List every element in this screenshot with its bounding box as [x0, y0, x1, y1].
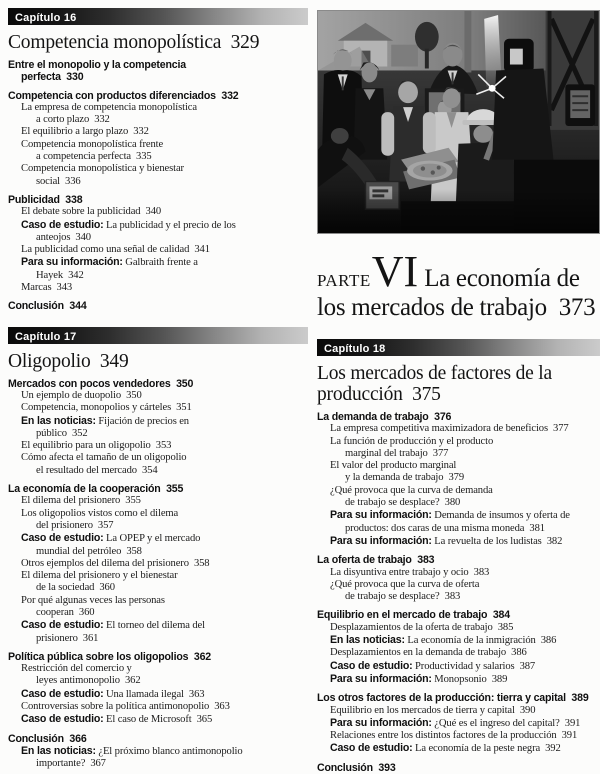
toc-callout-label: En las noticias: — [21, 414, 96, 427]
toc-callout-label: Caso de estudio: — [21, 532, 104, 545]
toc-entry: La publicidad como una señal de calidad 341 — [21, 244, 210, 256]
chapter-title-line: Oligopolio 349 — [8, 350, 129, 372]
toc-entry: El equilibrio a largo plazo 332 — [21, 126, 149, 138]
toc-entry: Caso de estudio: Una llamada ilegal 363 — [21, 687, 205, 700]
toc-entry: a competencia perfecta 335 — [36, 151, 152, 163]
toc-entry: público 352 — [36, 427, 88, 439]
toc-entry: el resultado del mercado 354 — [36, 464, 158, 476]
toc-heading: Los otros factores de la producción: tierra y capital 389 — [317, 692, 589, 705]
toc-column-right — [317, 8, 600, 774]
toc-entry: Desplazamientos en la demanda de trabajo 386 — [330, 647, 527, 659]
part-heading-line2 — [317, 293, 600, 322]
toc-entry: Caso de estudio: Productividad y salarios 387 — [330, 659, 536, 672]
toc-entry: Caso de estudio: La OPEP y el mercado — [21, 532, 201, 545]
workers-mural-illustration — [318, 11, 599, 233]
toc-entry: El dilema del prisionero y el bienestar — [21, 570, 178, 582]
toc-entry: marginal del trabajo 377 — [345, 447, 449, 459]
toc-entry: Para su información: La revuelta de los ludistas 382 — [330, 534, 563, 547]
toc-entry: Para su información: Demanda de insumos y oferta de — [330, 509, 570, 522]
toc-entry: Competencia monopolística y bienestar — [21, 163, 184, 175]
toc-entries — [8, 378, 308, 771]
toc-entry: Cómo afecta el tamaño de un oligopolio — [21, 452, 187, 464]
toc-entry: Caso de estudio: El caso de Microsoft 365 — [21, 713, 213, 726]
toc-heading: Conclusión 366 — [8, 732, 87, 745]
toc-heading: Competencia con productos diferenciados 332 — [8, 89, 239, 102]
chapter-bar-label: Capítulo 17 — [15, 330, 77, 343]
toc-entry: Relaciones entre los distintos factores de la producción 391 — [330, 730, 578, 742]
toc-heading: Mercados con pocos vendedores 350 — [8, 377, 194, 390]
toc-entry: ¿Qué provoca que la curva de demanda — [330, 484, 493, 496]
part-numeral: VI — [371, 247, 419, 296]
toc-entry: social 336 — [36, 175, 81, 187]
toc-heading: La economía de la cooperación 355 — [8, 483, 184, 496]
toc-entry: El equilibrio para un oligopolio 353 — [21, 440, 172, 452]
toc-entry: Equilibrio en los mercados de tierra y capital 390 — [330, 704, 536, 716]
toc-entry: Un ejemplo de duopolio 350 — [21, 389, 142, 401]
toc-entry: Competencia monopolística frente — [21, 138, 164, 150]
toc-heading: perfecta 330 — [21, 71, 84, 84]
toc-entry: Para su información: Galbraith frente a — [21, 256, 198, 269]
toc-entry: de trabajo se desplace? 383 — [345, 591, 461, 603]
chapter-bar — [8, 8, 308, 25]
toc-callout-label: Caso de estudio: — [21, 218, 104, 231]
chapter-section — [317, 339, 600, 774]
toc-callout-label: Caso de estudio: — [21, 713, 104, 726]
toc-heading: Entre el monopolio y la competencia — [8, 59, 186, 71]
toc-entry: Restricción del comercio y — [21, 663, 132, 675]
toc-callout-label: Para su información: — [21, 256, 123, 269]
chapter-title-line: producción 375 — [317, 384, 441, 405]
toc-heading: Conclusión 344 — [8, 300, 87, 313]
toc-entry: La función de producción y el producto — [330, 435, 494, 447]
toc-callout-label: Caso de estudio: — [21, 619, 104, 632]
toc-entry: Controversias sobre la política antimonopolio 363 — [21, 701, 230, 713]
toc-entry: Para su información: Monopsonio 389 — [330, 672, 508, 685]
toc-entry: Competencia, monopolios y cárteles 351 — [21, 402, 192, 414]
toc-entries — [8, 59, 308, 313]
toc-heading: Política pública sobre los oligopolios 362 — [8, 650, 212, 663]
chapter-title-line: Los mercados de factores de la — [317, 363, 552, 384]
toc-heading: Publicidad 338 — [8, 193, 83, 206]
part-title-line1: La economía de — [424, 265, 580, 292]
part-title-line2: los mercados de trabajo — [317, 294, 547, 321]
toc-entry: Caso de estudio: La publicidad y el precio de los — [21, 218, 236, 231]
chapter-bar — [8, 327, 308, 344]
toc-entry: Por qué algunas veces las personas — [21, 594, 165, 606]
chapter-title-line: Competencia monopolística 329 — [8, 32, 260, 53]
chapter-title — [8, 351, 308, 372]
toc-entry: leyes antimonopolio 362 — [36, 675, 141, 687]
toc-entry: El valor del producto marginal — [330, 460, 457, 472]
toc-entry: Caso de estudio: El torneo del dilema del — [21, 619, 205, 632]
toc-entry: El debate sobre la publicidad 340 — [21, 206, 162, 218]
toc-column-left — [8, 8, 308, 774]
chapter-section — [8, 8, 308, 313]
chapter-bar-label: Capítulo 18 — [324, 343, 386, 355]
toc-entry: En las noticias: ¿El próximo blanco antimonopolio — [21, 744, 243, 757]
chapter-section — [8, 327, 308, 771]
toc-entry: Caso de estudio: La economía de la peste negra 392 — [330, 742, 561, 755]
part-kicker: PARTE — [317, 271, 371, 290]
toc-entry: En las noticias: La economía de la inmigración 386 — [330, 634, 557, 647]
toc-entry: a corto plazo 332 — [36, 114, 110, 126]
workers-mural-painting — [317, 10, 600, 234]
chapter-bar-label: Capítulo 16 — [15, 12, 77, 24]
toc-callout-label: Para su información: — [330, 534, 432, 547]
toc-entry: ¿Qué provoca que la curva de oferta — [330, 578, 480, 590]
toc-callout-label: En las noticias: — [330, 634, 405, 647]
toc-entry: importante? 367 — [36, 758, 106, 770]
toc-entry: de trabajo se desplace? 380 — [345, 497, 461, 509]
toc-callout-label: En las noticias: — [21, 744, 96, 757]
toc-callout-label: Caso de estudio: — [330, 659, 413, 672]
toc-entry: anteojos 340 — [36, 231, 91, 243]
toc-callout-label: Para su información: — [330, 672, 432, 685]
toc-entry: mundial del petróleo 358 — [36, 545, 142, 557]
part-page-number: 373 — [558, 294, 596, 321]
toc-entry: Los oligopolios vistos como el dilema — [21, 507, 179, 519]
toc-entries — [317, 411, 600, 774]
toc-entry: Desplazamientos de la oferta de trabajo 385 — [330, 621, 514, 633]
toc-entry: Otros ejemplos del dilema del prisionero 358 — [21, 557, 210, 569]
toc-entry: La empresa de competencia monopolística — [21, 101, 197, 113]
toc-entry: prisionero 361 — [36, 632, 99, 644]
chapter-bar — [317, 339, 600, 356]
toc-callout-label: Para su información: — [330, 509, 432, 522]
toc-entry: En las noticias: Fijación de precios en — [21, 414, 189, 427]
toc-entry: del prisionero 357 — [36, 519, 114, 531]
chapter-title — [8, 32, 308, 53]
toc-callout-label: Para su información: — [330, 716, 432, 729]
toc-right-chapters — [317, 339, 600, 774]
toc-heading: Conclusión 393 — [317, 761, 396, 774]
toc-heading: La demanda de trabajo 376 — [317, 411, 452, 423]
toc-callout-label: Caso de estudio: — [21, 687, 104, 700]
part-heading — [317, 247, 600, 322]
toc-entry: de la sociedad 360 — [36, 582, 115, 594]
toc-entry: productos: dos caras de una misma moneda 381 — [345, 522, 545, 534]
toc-entry: Para su información: ¿Qué es el ingreso del capital? 391 — [330, 716, 581, 729]
chapter-title — [317, 363, 600, 405]
toc-entry: La empresa competitiva maximizadora de beneficios 377 — [330, 423, 569, 435]
part-heading-line1 — [317, 247, 600, 296]
toc-entry: La disyuntiva entre trabajo y ocio 383 — [330, 566, 490, 578]
toc-heading: Equilibrio en el mercado de trabajo 384 — [317, 609, 510, 622]
toc-heading: La oferta de trabajo 383 — [317, 554, 435, 567]
toc-entry: El dilema del prisionero 355 — [21, 495, 141, 507]
toc-entry: cooperan 360 — [36, 606, 95, 618]
toc-entry: y la demanda de trabajo 379 — [345, 472, 465, 484]
toc-entry: Hayek 342 — [36, 269, 84, 281]
toc-entry: Marcas 343 — [21, 282, 73, 294]
toc-callout-label: Caso de estudio: — [330, 742, 413, 755]
